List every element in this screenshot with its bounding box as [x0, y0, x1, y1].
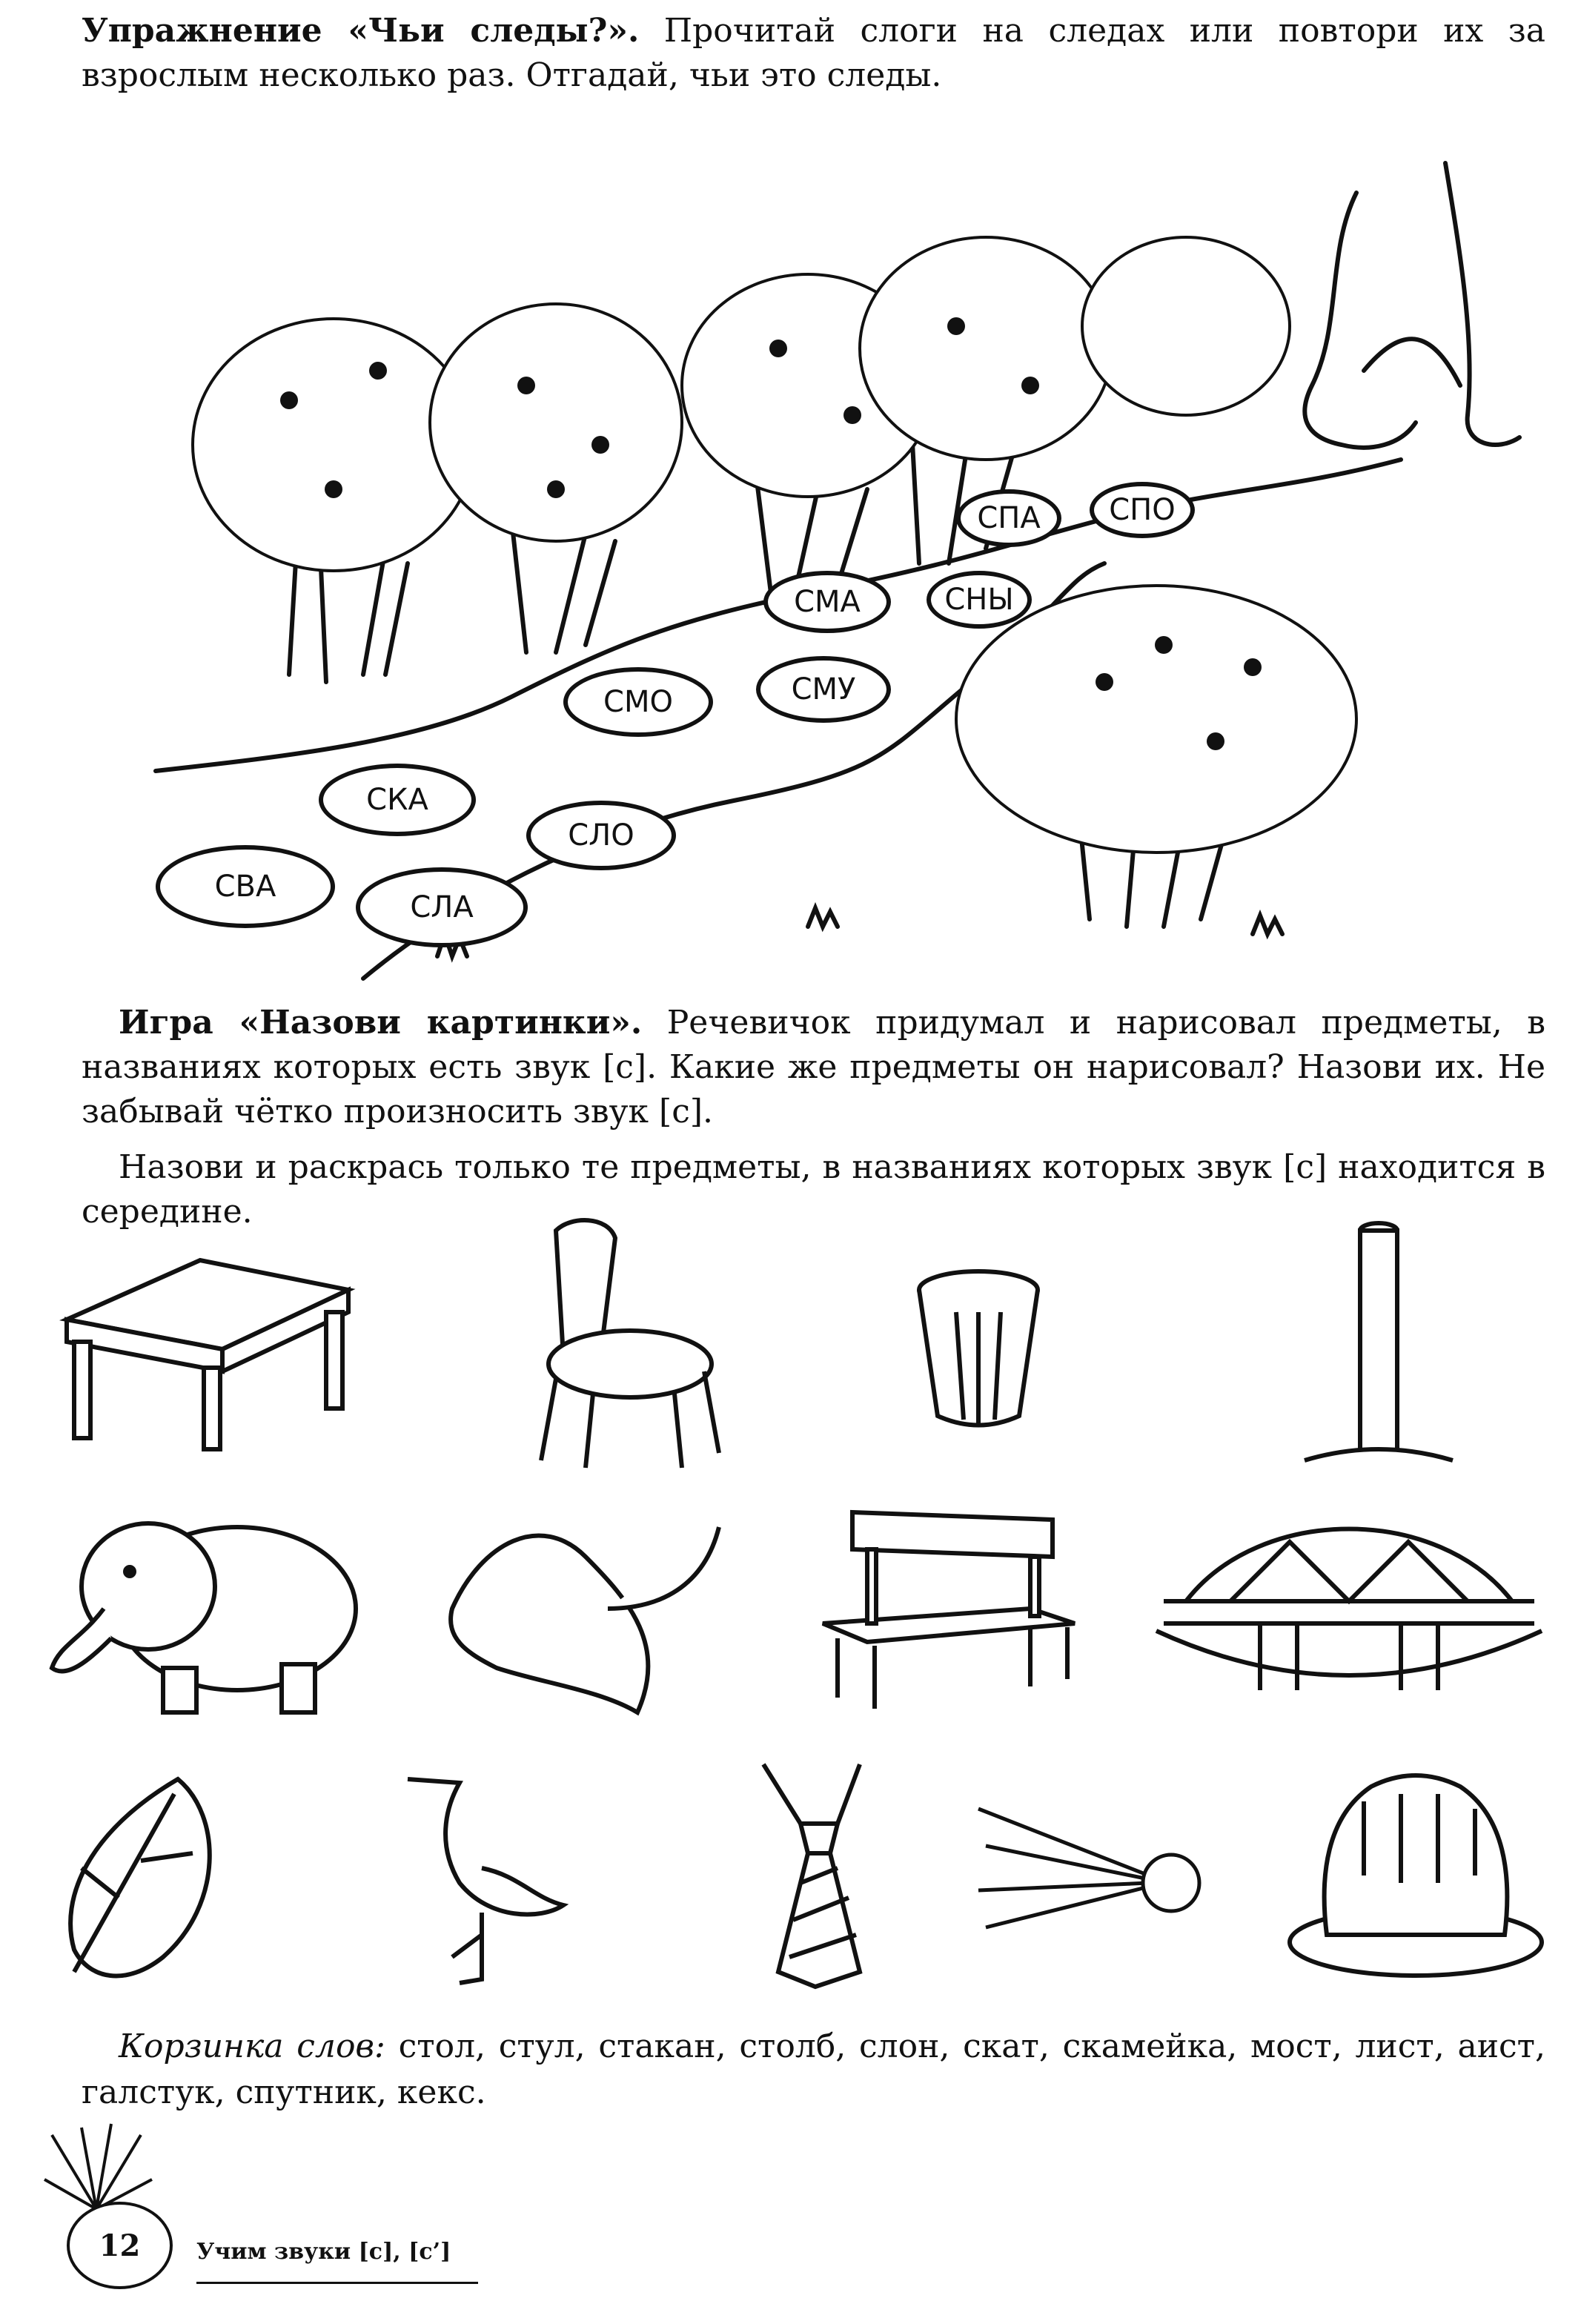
chair-picture: [497, 1216, 749, 1475]
tie-picture: [756, 1749, 875, 1994]
footprint-sma: СМА: [763, 571, 891, 633]
cake-picture: [1282, 1764, 1549, 1987]
exercise1-text: Прочитай слоги на следах или повтори их за взрослым несколько раз. Отгадай, чьи это следы.: [82, 12, 1545, 94]
footprint-spo: СПО: [1090, 482, 1195, 538]
exercise2-paragraph: [82, 1001, 1545, 1134]
forest-scene-illustration: [141, 104, 1549, 993]
table-picture: [52, 1245, 363, 1453]
exercise1-title: Упражнение «Чьи следы?».: [82, 12, 640, 50]
forest-drawing: [141, 104, 1549, 993]
stork-picture: [393, 1764, 586, 1994]
word-basket-words: стол, стул, стакан, столб, слон, скат, скамейка, мост, лист, аист, галстук, спутник, кекс.: [82, 2027, 1545, 2111]
satellite-picture: [971, 1794, 1223, 1957]
exercise2-title: Игра «Назови картинки».: [119, 1004, 643, 1042]
elephant-picture: [37, 1497, 363, 1720]
footprint-smu: СМУ: [756, 656, 891, 723]
leaf-decoration-icon: [30, 2120, 163, 2217]
pictures-grid: [37, 1216, 1557, 1994]
exercise2-text: Речевичок придумал и нарисовал предметы, в названиях которых есть звук [с]. Какие же предметы он нарисовал? Назови их. Не забывай чётко произносить звук [с].: [82, 1004, 1546, 1130]
word-basket: [82, 2024, 1545, 2116]
word-basket-label: Корзинка слов:: [119, 2027, 385, 2065]
bridge-picture: [1149, 1497, 1549, 1720]
exercise1-paragraph: [82, 9, 1545, 98]
page-footer: [22, 2120, 482, 2313]
footprint-ska: СКА: [319, 764, 476, 836]
page-number: 12: [67, 2202, 173, 2289]
pole-picture: [1290, 1216, 1468, 1483]
footer-title: Учим звуки [с], [с’]: [196, 2239, 451, 2265]
leaf-picture: [44, 1772, 230, 1994]
footprint-sva: СВА: [156, 845, 335, 928]
footprint-sla: СЛА: [356, 867, 528, 947]
footer-divider: [196, 2282, 478, 2284]
cup-picture: [904, 1260, 1053, 1438]
footprint-smo: СМО: [563, 667, 713, 737]
footprint-sny: СНЫ: [927, 571, 1032, 629]
exercise2-instruction: Назови и раскрась только те предметы, в названиях которых звук [с] находится в середине.: [82, 1148, 1545, 1231]
footprint-slo: СЛО: [526, 801, 676, 870]
bench-picture: [808, 1497, 1090, 1720]
footprint-spa: СПА: [956, 489, 1061, 547]
stingray-picture: [422, 1497, 734, 1735]
